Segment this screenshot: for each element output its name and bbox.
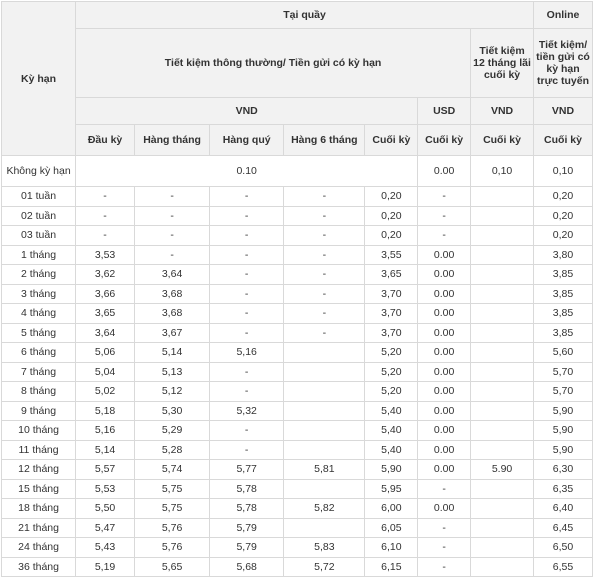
rate-upfront: 5,47 <box>76 518 135 538</box>
rate-online: 6,40 <box>534 499 593 519</box>
rate-online: 5,70 <box>534 362 593 382</box>
rate-monthly: 5,30 <box>135 401 210 421</box>
rate-6months: - <box>284 265 365 285</box>
online-deposit-header: Tiết kiệm/ tiền gửi có kỳ hạn trực tuyến <box>534 29 593 98</box>
rate-upfront: 5,43 <box>76 538 135 558</box>
rate-12m-savings <box>471 479 534 499</box>
rate-end-usd: - <box>418 557 471 577</box>
table-row <box>2 518 593 538</box>
rate-end-vnd: 3,70 <box>365 284 418 304</box>
rate-12m-savings <box>471 304 534 324</box>
rate-end-vnd: 5,40 <box>365 401 418 421</box>
term-label: 03 tuần <box>2 226 76 246</box>
term-label: 7 tháng <box>2 362 76 382</box>
rate-end-usd: 0.00 <box>418 401 471 421</box>
rate-6months <box>284 401 365 421</box>
rate-quarterly: - <box>210 245 284 265</box>
rate-upfront: - <box>76 226 135 246</box>
table-row <box>2 499 593 519</box>
rate-end-usd: - <box>418 518 471 538</box>
rate-12m-savings <box>471 440 534 460</box>
rate-monthly: - <box>135 245 210 265</box>
rate-end-usd: 0.00 <box>418 382 471 402</box>
term-label: 9 tháng <box>2 401 76 421</box>
rate-quarterly: - <box>210 284 284 304</box>
table-row <box>2 538 593 558</box>
table-row <box>2 382 593 402</box>
table-row <box>2 460 593 480</box>
table-row <box>2 343 593 363</box>
regular-savings-header: Tiết kiệm thông thường/ Tiền gửi có kỳ hạn <box>76 29 471 98</box>
rate-end-usd: - <box>418 206 471 226</box>
term-label: 8 tháng <box>2 382 76 402</box>
at-counter-header: Tại quầy <box>76 2 534 29</box>
col-quarterly-header: Hàng quý <box>210 125 284 156</box>
rate-online: 6,35 <box>534 479 593 499</box>
rate-online: 3,85 <box>534 304 593 324</box>
table-row <box>2 362 593 382</box>
no-term-usd-rate: 0.00 <box>418 156 471 187</box>
rate-6months: 5,72 <box>284 557 365 577</box>
rate-upfront: - <box>76 206 135 226</box>
rate-end-vnd: 6,00 <box>365 499 418 519</box>
rate-online: 5,70 <box>534 382 593 402</box>
rate-6months: - <box>284 206 365 226</box>
table-row <box>2 265 593 285</box>
rate-end-usd: - <box>418 187 471 207</box>
rate-6months <box>284 479 365 499</box>
rate-end-vnd: 3,65 <box>365 265 418 285</box>
term-label: 10 tháng <box>2 421 76 441</box>
rate-6months: 5,83 <box>284 538 365 558</box>
rate-monthly: 5,65 <box>135 557 210 577</box>
term-label: 24 tháng <box>2 538 76 558</box>
rate-monthly: 5,75 <box>135 479 210 499</box>
rate-quarterly: - <box>210 265 284 285</box>
no-term-online-rate: 0,10 <box>534 156 593 187</box>
rate-upfront: 5,06 <box>76 343 135 363</box>
rate-end-vnd: 0,20 <box>365 226 418 246</box>
term-label: Không kỳ hạn <box>2 156 76 187</box>
rate-quarterly: 5,77 <box>210 460 284 480</box>
rate-6months <box>284 382 365 402</box>
rate-online: 6,50 <box>534 538 593 558</box>
rate-12m-savings: 5.90 <box>471 460 534 480</box>
rate-end-usd: 0.00 <box>418 499 471 519</box>
vnd-online-header: VND <box>534 98 593 125</box>
rate-quarterly: 5,68 <box>210 557 284 577</box>
rate-end-usd: 0.00 <box>418 323 471 343</box>
rate-12m-savings <box>471 518 534 538</box>
term-label: 36 tháng <box>2 557 76 577</box>
term-label: 18 tháng <box>2 499 76 519</box>
col-upfront-header: Đầu kỳ <box>76 125 135 156</box>
term-label: 21 tháng <box>2 518 76 538</box>
term-label: 2 tháng <box>2 265 76 285</box>
no-term-vnd-rate: 0.10 <box>76 156 418 187</box>
rate-6months: - <box>284 187 365 207</box>
rate-quarterly: 5,79 <box>210 518 284 538</box>
term-label: 02 tuần <box>2 206 76 226</box>
rate-end-vnd: 3,55 <box>365 245 418 265</box>
rate-end-vnd: 6,05 <box>365 518 418 538</box>
rate-online: 3,80 <box>534 245 593 265</box>
rate-end-usd: 0.00 <box>418 440 471 460</box>
rate-online: 6,45 <box>534 518 593 538</box>
rate-quarterly: - <box>210 362 284 382</box>
rate-online: 5,60 <box>534 343 593 363</box>
rate-online: 3,85 <box>534 323 593 343</box>
rate-upfront: 5,04 <box>76 362 135 382</box>
rate-online: 3,85 <box>534 265 593 285</box>
rate-upfront: 5,19 <box>76 557 135 577</box>
rate-quarterly: - <box>210 226 284 246</box>
savings-12m-header: Tiết kiệm 12 tháng lãi cuối kỳ <box>471 29 534 98</box>
rate-6months: 5,82 <box>284 499 365 519</box>
table-row <box>2 440 593 460</box>
rate-end-vnd: 5,40 <box>365 440 418 460</box>
rate-end-vnd: 5,40 <box>365 421 418 441</box>
rate-monthly: 5,74 <box>135 460 210 480</box>
rate-monthly: 5,76 <box>135 518 210 538</box>
rate-6months: - <box>284 245 365 265</box>
rate-monthly: 3,67 <box>135 323 210 343</box>
rate-upfront: 5,53 <box>76 479 135 499</box>
rate-12m-savings <box>471 362 534 382</box>
table-row <box>2 284 593 304</box>
rate-end-usd: 0.00 <box>418 362 471 382</box>
rate-upfront: 5,16 <box>76 421 135 441</box>
rate-quarterly: 5,78 <box>210 479 284 499</box>
rate-online: 5,90 <box>534 401 593 421</box>
rate-quarterly: - <box>210 421 284 441</box>
interest-rate-table <box>1 1 593 577</box>
rate-quarterly: - <box>210 304 284 324</box>
rate-monthly: 3,64 <box>135 265 210 285</box>
rate-monthly: 5,75 <box>135 499 210 519</box>
rate-end-vnd: 5,20 <box>365 382 418 402</box>
rate-12m-savings <box>471 343 534 363</box>
rate-monthly: 5,28 <box>135 440 210 460</box>
rate-end-vnd: 5,90 <box>365 460 418 480</box>
rate-6months <box>284 343 365 363</box>
term-label: 3 tháng <box>2 284 76 304</box>
rate-online: 0,20 <box>534 206 593 226</box>
term-label: 1 tháng <box>2 245 76 265</box>
term-label: 15 tháng <box>2 479 76 499</box>
rate-12m-savings <box>471 206 534 226</box>
table-row <box>2 401 593 421</box>
online-header: Online <box>534 2 593 29</box>
rate-online: 6,30 <box>534 460 593 480</box>
rate-quarterly: - <box>210 206 284 226</box>
rate-upfront: 5,14 <box>76 440 135 460</box>
rate-6months: - <box>284 284 365 304</box>
term-label: 4 tháng <box>2 304 76 324</box>
rate-quarterly: 5,79 <box>210 538 284 558</box>
rate-monthly: - <box>135 226 210 246</box>
rate-end-usd: - <box>418 226 471 246</box>
rate-12m-savings <box>471 401 534 421</box>
rate-upfront: 5,02 <box>76 382 135 402</box>
rate-12m-savings <box>471 421 534 441</box>
rate-6months: - <box>284 226 365 246</box>
vnd-header: VND <box>76 98 418 125</box>
rate-end-vnd: 6,15 <box>365 557 418 577</box>
rate-12m-savings <box>471 499 534 519</box>
rate-end-vnd: 3,70 <box>365 323 418 343</box>
rate-end-usd: 0.00 <box>418 343 471 363</box>
rate-upfront: 3,64 <box>76 323 135 343</box>
rate-end-usd: 0.00 <box>418 245 471 265</box>
rate-end-vnd: 5,20 <box>365 362 418 382</box>
rate-monthly: 5,12 <box>135 382 210 402</box>
rate-monthly: 5,13 <box>135 362 210 382</box>
rate-upfront: 3,66 <box>76 284 135 304</box>
rate-upfront: 5,50 <box>76 499 135 519</box>
rate-end-usd: 0.00 <box>418 265 471 285</box>
rate-online: 5,90 <box>534 421 593 441</box>
rate-quarterly: - <box>210 440 284 460</box>
rate-end-usd: 0.00 <box>418 460 471 480</box>
col-monthly-header: Hàng tháng <box>135 125 210 156</box>
table-row <box>2 304 593 324</box>
rate-end-usd: 0.00 <box>418 284 471 304</box>
table-row <box>2 557 593 577</box>
rate-online: 5,90 <box>534 440 593 460</box>
col-6months-header: Hàng 6 tháng <box>284 125 365 156</box>
rate-quarterly: - <box>210 323 284 343</box>
rate-monthly: - <box>135 187 210 207</box>
rate-end-vnd: 3,70 <box>365 304 418 324</box>
rate-end-vnd: 0,20 <box>365 187 418 207</box>
col-end-12m-header: Cuối kỳ <box>471 125 534 156</box>
table-row-no-term <box>2 156 593 187</box>
table-row <box>2 187 593 207</box>
table-row <box>2 206 593 226</box>
rate-12m-savings <box>471 187 534 207</box>
table-row <box>2 421 593 441</box>
rate-end-usd: 0.00 <box>418 421 471 441</box>
rate-end-vnd: 0,20 <box>365 206 418 226</box>
rate-online: 0,20 <box>534 187 593 207</box>
rate-monthly: - <box>135 206 210 226</box>
rate-end-usd: - <box>418 479 471 499</box>
rate-end-vnd: 6,10 <box>365 538 418 558</box>
rate-12m-savings <box>471 557 534 577</box>
rate-6months: 5,81 <box>284 460 365 480</box>
rate-monthly: 3,68 <box>135 284 210 304</box>
rate-end-usd: - <box>418 538 471 558</box>
rate-monthly: 5,76 <box>135 538 210 558</box>
rate-end-vnd: 5,20 <box>365 343 418 363</box>
rate-monthly: 3,68 <box>135 304 210 324</box>
term-label: 6 tháng <box>2 343 76 363</box>
vnd-12m-header: VND <box>471 98 534 125</box>
usd-header: USD <box>418 98 471 125</box>
rate-monthly: 5,14 <box>135 343 210 363</box>
rate-quarterly: - <box>210 187 284 207</box>
rate-12m-savings <box>471 538 534 558</box>
table-row <box>2 226 593 246</box>
term-label: 01 tuần <box>2 187 76 207</box>
rate-upfront: 5,18 <box>76 401 135 421</box>
rate-online: 6,55 <box>534 557 593 577</box>
rate-end-usd: 0.00 <box>418 304 471 324</box>
no-term-12m-rate: 0,10 <box>471 156 534 187</box>
rate-6months <box>284 440 365 460</box>
rate-6months: - <box>284 323 365 343</box>
rate-upfront: - <box>76 187 135 207</box>
rate-online: 0,20 <box>534 226 593 246</box>
rate-12m-savings <box>471 245 534 265</box>
rate-monthly: 5,29 <box>135 421 210 441</box>
term-label: 12 tháng <box>2 460 76 480</box>
table-row <box>2 479 593 499</box>
rate-12m-savings <box>471 284 534 304</box>
rate-6months <box>284 421 365 441</box>
rate-6months <box>284 362 365 382</box>
rate-12m-savings <box>471 265 534 285</box>
col-end-vnd-header: Cuối kỳ <box>365 125 418 156</box>
table-row <box>2 323 593 343</box>
rate-upfront: 3,62 <box>76 265 135 285</box>
rate-12m-savings <box>471 323 534 343</box>
rate-end-vnd: 5,95 <box>365 479 418 499</box>
rate-quarterly: 5,16 <box>210 343 284 363</box>
term-label: 11 tháng <box>2 440 76 460</box>
term-header: Kỳ hạn <box>2 2 76 156</box>
col-end-usd-header: Cuối kỳ <box>418 125 471 156</box>
term-label: 5 tháng <box>2 323 76 343</box>
rate-upfront: 3,65 <box>76 304 135 324</box>
rate-quarterly: - <box>210 382 284 402</box>
rate-quarterly: 5,78 <box>210 499 284 519</box>
rate-6months: - <box>284 304 365 324</box>
rate-online: 3,85 <box>534 284 593 304</box>
rate-12m-savings <box>471 382 534 402</box>
rate-6months <box>284 518 365 538</box>
col-end-online-header: Cuối kỳ <box>534 125 593 156</box>
rate-quarterly: 5,32 <box>210 401 284 421</box>
rate-upfront: 3,53 <box>76 245 135 265</box>
table-row <box>2 245 593 265</box>
rate-12m-savings <box>471 226 534 246</box>
rate-upfront: 5,57 <box>76 460 135 480</box>
